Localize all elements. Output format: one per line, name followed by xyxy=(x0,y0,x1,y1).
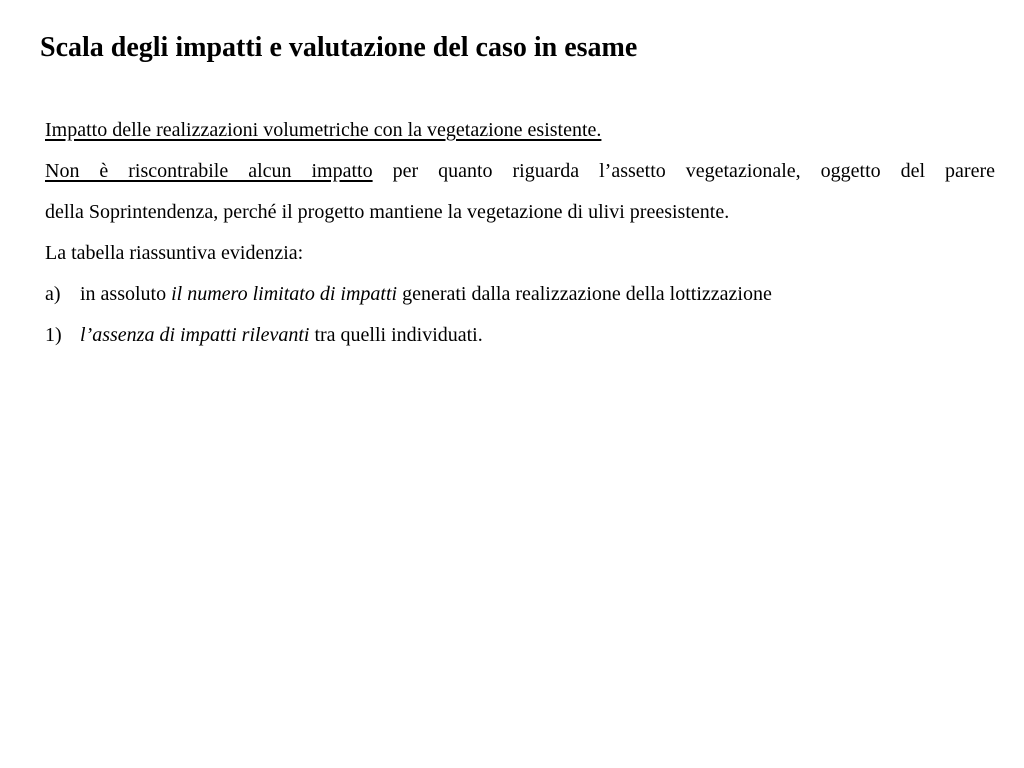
slide-body xyxy=(45,110,995,356)
list-item-italic: l’assenza di impatti rilevanti xyxy=(80,324,310,346)
list-item-text xyxy=(80,315,483,356)
paragraph-line-1 xyxy=(45,151,995,192)
summary-intro: La tabella riassuntiva evidenzia: xyxy=(45,242,304,264)
list-item-text-before: in assoluto xyxy=(80,283,172,305)
list-item-text-after: tra quelli individuati. xyxy=(309,324,483,346)
list-marker: 1) xyxy=(45,324,62,346)
list-item-text xyxy=(80,274,772,315)
list-item xyxy=(45,315,995,356)
slide-title: Scala degli impatti e valutazione del caso in esame xyxy=(40,32,638,63)
list-item xyxy=(45,274,995,315)
list-marker: a) xyxy=(45,283,61,305)
list-item-italic: il numero limitato di impatti xyxy=(171,283,398,305)
list-item-text-after: generati dalla realizzazione della lottizzazione xyxy=(397,283,772,305)
section-heading-text: Impatto delle realizzazioni volumetriche con la vegetazione esistente. xyxy=(45,119,602,141)
paragraph-underlined-text: Non è riscontrabile alcun impatto xyxy=(45,160,373,182)
section-heading xyxy=(45,110,995,151)
paragraph-line-1-rest: per quanto riguarda l’assetto vegetazionale, oggetto del parere xyxy=(372,160,995,182)
paragraph-line-2: della Soprintendenza, perché il progetto mantiene la vegetazione di ulivi preesistente. xyxy=(45,201,730,223)
